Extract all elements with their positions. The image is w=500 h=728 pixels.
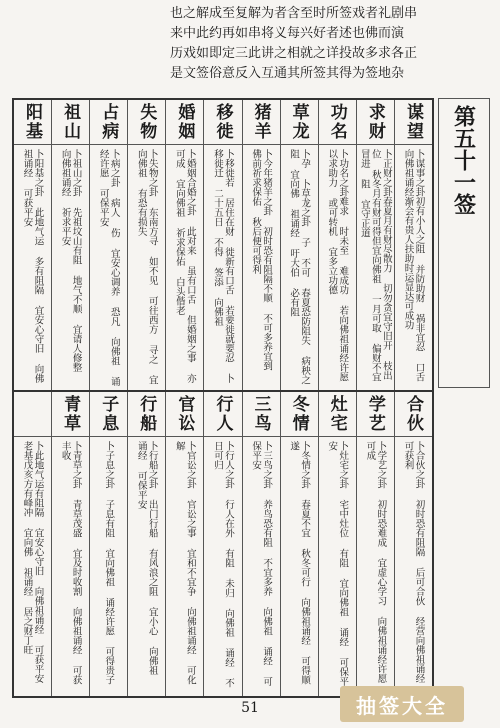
cell-text: 卜灶宅之卦 宅中灶位 有阻 宜向佛祖 诵经 可保平安 bbox=[326, 441, 349, 686]
cell-head: 草龙 bbox=[288, 103, 309, 141]
cell-text: 卜功名之卦难求 时未至 难成功 若向佛祖诵经许愿 以求助力 或可转机 宜多立功德 bbox=[326, 149, 349, 382]
cell-text: 卜合伙之卦 初时恐有阻隔 后可合伙 经营向佛祖诵经 可获利 bbox=[402, 441, 425, 683]
fortune-table bbox=[12, 98, 434, 698]
cell-bot-8 bbox=[89, 392, 127, 696]
cell-text: 卜今年猪羊之卦 初时恐有阻隔不顺 不可多养宜到 佛前祈求保佑 秋后便可得利 bbox=[250, 149, 273, 371]
top-row bbox=[14, 100, 432, 392]
cell-text: 卜三鸟之卦 养鸟恐有阻 不宜多养 向佛祖 诵经 可保平安 bbox=[250, 441, 273, 686]
cell-head: 祖山 bbox=[60, 103, 81, 141]
cell-bot-1 bbox=[356, 392, 394, 696]
lot-title-box bbox=[438, 98, 490, 388]
cell-head: 谋望 bbox=[402, 103, 423, 141]
cell-head: 移徙 bbox=[212, 103, 233, 141]
cell-head: 求财 bbox=[364, 103, 385, 141]
cell-text: 卜祖山之卦 先祖坟山有阻 地气不顺 宜请人修整 向佛祖诵经 祈求平安 bbox=[59, 149, 82, 372]
cell-bot-5 bbox=[203, 392, 241, 696]
watermark-stamp bbox=[340, 686, 464, 722]
cell-top-9 bbox=[51, 100, 89, 390]
cell-bot-3 bbox=[280, 392, 318, 696]
cell-bot-9 bbox=[51, 392, 89, 696]
cell-head: 冬情 bbox=[288, 395, 309, 433]
cell-top-5 bbox=[203, 100, 241, 390]
cell-head: 行船 bbox=[136, 395, 157, 433]
cell-bot-6 bbox=[165, 392, 203, 696]
cell-text: 卜此地气运有阻隔 宜安心守旧 向佛祖诵经 可获平安 老基戊亥方有峰冲 宜向佛 祖诵经 居之财丁旺 bbox=[21, 441, 44, 683]
cell-bot-0 bbox=[394, 392, 432, 696]
cell-text: 卜移徙若 居住在财 徙新有口舌 若要徙就要忍 卜移徙迁 二十五日 不得 签添 向佛祖 bbox=[211, 149, 234, 383]
cell-head: 婚姻 bbox=[174, 103, 195, 141]
cell-head: 行人 bbox=[212, 395, 233, 433]
cell-top-8 bbox=[89, 100, 127, 390]
cell-head: 占病 bbox=[98, 103, 119, 141]
cell-text: 卜正财之卦春夏月有财尽散力 切勿贪宜守旧开 枝出位 秋冬月有财可得但宜向佛祖 一月可取 偏财不宜冒进 阻 宜守正道 bbox=[358, 149, 392, 382]
cell-text: 卜病之卦 病人 伤 宜安心调养 恐凡 向佛祖 诵经许愿 可保平安 bbox=[97, 149, 120, 386]
cell-head: 官讼 bbox=[174, 395, 195, 433]
cell-head: 阳基 bbox=[22, 103, 43, 141]
cell-head: 三鸟 bbox=[250, 395, 271, 433]
intro-line-1: 也之解成至复解为者含至时所签戏者礼剧串 bbox=[170, 6, 418, 21]
intro-line-3: 历戏如即定三此讲之相就之详投故多求各正 bbox=[170, 46, 418, 61]
cell-text: 卜子息之卦 子息有阻 宜向佛祖 诵经许愿 可得贵子 bbox=[103, 441, 115, 685]
bottom-row bbox=[14, 392, 432, 696]
cell-text: 卜冬情之卦 春夏不宜 秋冬可行 向佛祖诵经 可得顺遂 bbox=[288, 441, 311, 685]
cell-top-7 bbox=[127, 100, 165, 390]
cell-top-0 bbox=[394, 100, 432, 390]
cell-text: 卜阳基之卦 此地气运 多有阻隔 宜安心守旧 向佛祖诵经 可获平安 bbox=[21, 149, 44, 383]
cell-head: 功名 bbox=[326, 103, 347, 141]
intro-line-4: 是文签俗意反入互通其所签其得为签地杂 bbox=[170, 66, 405, 81]
cell-head: 失物 bbox=[136, 103, 157, 141]
cell-head: 子息 bbox=[98, 395, 119, 433]
cell-top-2 bbox=[318, 100, 356, 390]
stamp-text: 抽签大全 bbox=[356, 693, 448, 718]
cell-head: 灶宅 bbox=[326, 395, 347, 433]
cell-text: 卜学艺之卦 初时恐难成 宜虚心学习 向佛祖诵经许愿 可成 bbox=[364, 441, 387, 683]
cell-bot-2 bbox=[318, 392, 356, 696]
cell-text: 卜行船之卦 出门行船 有风浪之阻 宜小心 向佛祖 诵经 可保平安 bbox=[135, 441, 158, 675]
cell-top-10 bbox=[14, 100, 51, 390]
cell-head: 猪羊 bbox=[250, 103, 271, 141]
intro-text bbox=[170, 4, 495, 92]
cell-bot-4 bbox=[242, 392, 280, 696]
cell-text: 卜孕 卜草龙之卦 子 不可 春夏恐防阻失 病秧之阻 宜向佛 祖诵经 吁大伯 必有阻 bbox=[288, 149, 311, 385]
cell-text: 卜失物之卦 东南方寻 如不见 可往西方 寻之 宜向佛祖 有恐有损失 bbox=[135, 149, 158, 385]
cell-text: 卜官讼之卦 官讼之事 宜和不宜争 向佛祖诵经 可化解 bbox=[173, 441, 196, 685]
page-number: 51 bbox=[241, 700, 259, 716]
cell-bot-7 bbox=[127, 392, 165, 696]
cell-head: 合伙 bbox=[402, 395, 423, 433]
intro-line-2: 来中此约再如串将义每兴好者述也佛而演 bbox=[170, 26, 405, 41]
cell-text: 卜青草之卦 青草茂盛 宜及时收割 向佛祖诵经 可获丰收 bbox=[59, 441, 82, 685]
cell-text: 卜婚姻合婚之卦 此对来 虽有口舌 但婚姻之事 亦可成 宜向佛祖 祈求保佑 白头偕老 bbox=[173, 149, 196, 383]
cell-head: 学艺 bbox=[364, 395, 385, 433]
cell-top-1 bbox=[356, 100, 394, 390]
cell-top-3 bbox=[280, 100, 318, 390]
cell-bot-left bbox=[14, 392, 51, 696]
cell-head: 青草 bbox=[60, 395, 81, 433]
lot-title: 第五十一签 bbox=[450, 105, 477, 215]
cell-text: 卜谋事之卦初有小人之阻 并防助财 祸非宜忍 口舌 向佛祖诵经渐会有贵人扶助时运显达可成功 bbox=[402, 149, 425, 382]
cell-top-6 bbox=[165, 100, 203, 390]
cell-top-4 bbox=[242, 100, 280, 390]
cell-text: 卜行人之卦 行人在外 有阻 未归 向佛祖 诵经 不日可归 bbox=[211, 441, 234, 688]
